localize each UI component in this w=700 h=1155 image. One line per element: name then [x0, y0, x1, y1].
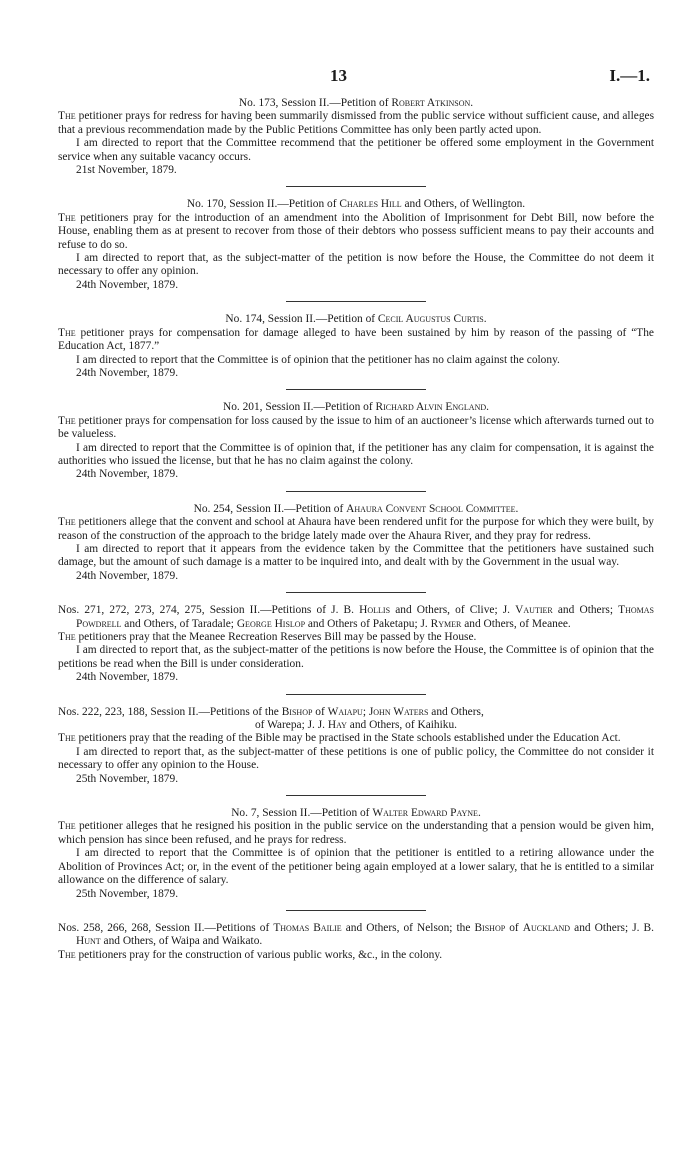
petition-entry-254	[58, 503, 654, 583]
report-date: 25th November, 1879.	[76, 887, 179, 900]
section-divider	[286, 694, 426, 695]
petition-text: The petitioner prays for compensation for damage alleged to have been sustained by him by reason of the passing of “The Education Act, 1877.”	[58, 326, 654, 353]
petition-text: The petitioner prays for redress for having been summarily dismissed from the public service without sufficient cause, and alleges that a previous recommendation made by the Public Petitions Committee has only been partly acted upon.	[58, 110, 654, 136]
petition-entry-173	[58, 97, 654, 177]
petition-title: Nos. 258, 266, 268, Session II.—Petitions of Thomas Bailie and Others, of Nelson; the Bishop of Auckland and Others; J. B. Hunt and Others, of Waipa and Waikato.	[58, 921, 654, 948]
report-date: 25th November, 1879.	[76, 772, 179, 785]
section-divider	[286, 592, 426, 593]
committee-report: I am directed to report that it appears from the evidence taken by the Committee that the petitioners have sustained such damage, but the amount of such damage is a matter to be inquired into, and dealt with by the Government in the usual way.	[58, 542, 654, 569]
report-date: 24th November, 1879.	[76, 671, 179, 684]
petition-text: The petitioners pray that the Meanee Recreation Reserves Bill may be passed by the House.	[58, 631, 477, 643]
section-divider	[286, 491, 426, 492]
document-page	[58, 66, 654, 962]
section-divider	[286, 910, 426, 911]
report-date: 24th November, 1879.	[76, 366, 179, 379]
petition-title: No. 173, Session II.—Petition of Robert Atkinson.	[238, 97, 474, 109]
petition-entry-174	[58, 313, 654, 380]
committee-report: I am directed to report that the Committee is of opinion that the petitioner is entitled to a retiring allowance under the Abolition of Provinces Act; or, in the event of the petitioner being again employed at a lower salary, that he is entitled to a similar allowance on the difference of salary.	[58, 847, 654, 887]
petition-entry-201	[58, 401, 654, 481]
petition-text: The petitioner prays for compensation for loss caused by the issue to him of an auctioneer’s license which afterwards turned out to be valueless.	[58, 414, 654, 441]
committee-report: I am directed to report that the Committee is of opinion that the petitioner has no claim against the colony.	[76, 353, 560, 366]
petition-text: The petitioners pray that the reading of the Bible may be practised in the State schools established under the Education Act.	[58, 732, 621, 745]
report-date: 21st November, 1879.	[76, 164, 177, 177]
petition-entry-222-223-188	[58, 706, 654, 786]
document-reference: I.—1.	[609, 66, 650, 85]
report-date: 24th November, 1879.	[76, 569, 179, 582]
section-divider	[286, 389, 426, 390]
committee-report: I am directed to report that, as the subject-matter of the petition is now before the House, the Committee do not deem it necessary to offer any opinion.	[58, 252, 654, 278]
petition-title: No. 201, Session II.—Petition of Richard Alvin England.	[222, 401, 490, 414]
petition-entry-271-275	[58, 604, 654, 684]
report-date: 24th November, 1879.	[76, 278, 179, 291]
committee-report: I am directed to report that, as the subject-matter of the petitions is now before the House, the Committee is of opinion that the petitions be read when the Bill is under consideration.	[58, 644, 654, 670]
committee-report: I am directed to report that, as the subject-matter of these petitions is one of public policy, the Committee do not consider it necessary to offer any opinion to the House.	[58, 745, 654, 772]
petition-title: No. 174, Session II.—Petition of Cecil Augustus Curtis.	[225, 313, 487, 326]
petition-text: The petitioners pray for the construction of various public works, &c., in the colony.	[58, 948, 443, 961]
page-number: 13	[330, 66, 347, 85]
section-divider	[286, 795, 426, 796]
committee-report: I am directed to report that the Committee recommend that the petitioner be offered some employment in the Government service when any suitable vacancy occurs.	[58, 137, 654, 163]
petition-entry-7	[58, 807, 654, 901]
petition-text: The petitioner alleges that he resigned his position in the public service on the understanding that a pension would be given him, which pension has since been refused, and he prays for redress.	[58, 820, 654, 846]
committee-report: I am directed to report that the Committee is of opinion that, if the petitioner has any claim for compensation, it is against the authorities who issued the license, but that he has no claim against the colony.	[58, 441, 654, 467]
section-divider	[286, 186, 426, 187]
petition-title: No. 7, Session II.—Petition of Walter Edward Payne.	[231, 807, 481, 820]
petition-entry-258-266-268	[58, 922, 654, 962]
section-divider	[286, 301, 426, 302]
petition-title: Nos. 271, 272, 273, 274, 275, Session II.—Petitions of J. B. Hollis and Others, of Clive; J. Vautier and Others; Thomas Powdrell and Others, of Taradale; George Hislop and Others of Paketapu; J. Rymer and Others, of Meanee.	[58, 604, 654, 630]
petition-title: No. 170, Session II.—Petition of Charles Hill and Others, of Wellington.	[186, 198, 526, 211]
petition-text: The petitioners allege that the convent and school at Ahaura have been rendered unfit for the purpose for which they were built, by reason of the construction of the approach to the bridge lately made over the Ahaura River, and they pray for redress.	[58, 516, 654, 542]
page-header	[58, 66, 654, 88]
petition-title: No. 254, Session II.—Petition of Ahaura Convent School Committee.	[193, 502, 519, 515]
petition-entry-170	[58, 198, 654, 292]
report-date: 24th November, 1879.	[76, 468, 179, 481]
petition-title: Nos. 222, 223, 188, Session II.—Petitions of the Bishop of Waiapu; John Waters and Others, of Warepa; J. J. Hay and Others, of Kaihiku.	[58, 705, 484, 732]
petition-text: The petitioners pray for the introduction of an amendment into the Abolition of Imprisonment for Debt Bill, now before the House, enabling them as at present to recover from those of their debtors who possess sufficient means to pay their accounts and refuse to do so.	[58, 211, 654, 251]
